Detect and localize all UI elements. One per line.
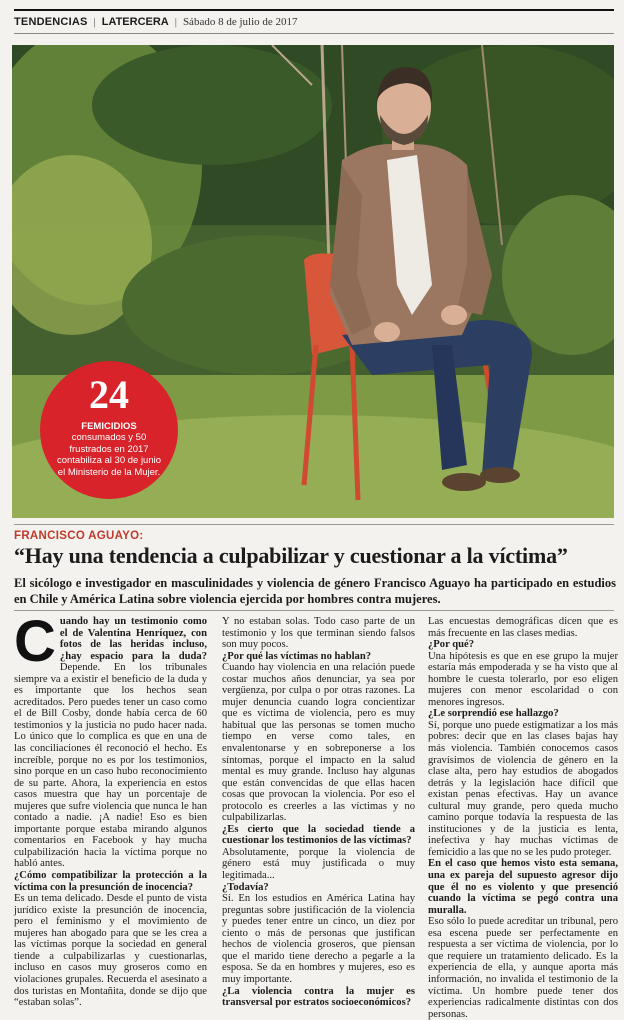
header-separator: | [93,16,96,28]
article-column-2 [222,616,415,1009]
interview-question: ¿Cómo compatibilizar la protección a la víctima con la presunción de inocencia? [14,870,207,893]
interview-answer: Una hipótesis es que en ese grupo la mujer estaría más empoderada y se ha visto que al hombre le cuesta tolerarlo, por eso eligen mujeres con menor escolaridad o con menores ingresos. [428,650,618,708]
stat-description: consumados y 50 frustrados en 2017 contabiliza al 30 de junio el Ministerio de la Mujer. [56,432,162,478]
stat-keyword: FEMICIDIOS [81,421,137,432]
interview-answer: Eso sólo lo puede acreditar un tribunal, pero esa escena puede ser perfectamente en respuesta a ser víctima de violencia, por lo que requiere un tratamiento delicado. Es la experiencia de ella, y aunque aporta más información, no invalida el testimonio de la víctima. Un hombre puede tener dos experiencias radicalmente distintas con dos personas. [428,916,618,1020]
interview-question: ¿Por qué las víctimas no hablan? [222,650,372,662]
issue-date: Sábado 8 de julio de 2017 [182,16,298,28]
kicker: FRANCISCO AGUAYO: [14,530,144,542]
stat-number: 24 [89,372,129,417]
section-label: TENDENCIAS [14,16,88,28]
interview-answer: Las encuestas demográficas dicen que es más frecuente en las clases medias. [428,616,618,639]
page-header [14,9,614,34]
interview-answer: Absolutamente, porque la violencia de género está muy justificada o muy legitimada... [222,846,415,882]
interview-answer: Depende. En los tribunales siempre va a existir el beneficio de la duda y es importante que los hechos sean acreditados. Pero puedes tener un caso como el de Bill Cosby, donde había cerca de 60 testimonios y la justicia no pudo hacer nada. Lo único que lo complica es que en una de las conciliaciones él reconoció el hecho. Es increíble, porque no es por los testimonios, sino porque en un caso hubo reconocimiento de su parte. Ahora, la experiencia en estos casos muestra que hay un porcentaje de mujeres que sufre violencia que nunca le han contado a nadie. ¡A nadie! Eso es bien importante porque estaba mirando algunos comentarios en Facebook y hay mucha culpabilización hacia la víctima porque no habló antes. [14,662,207,870]
interview-question: ¿Todavía? [222,881,269,893]
interview-question: ¿Por qué? [428,639,475,651]
interview-answer: Sí, porque uno puede estigmatizar a los más pobres: decir que en las clases bajas hay más violencia. También conocemos casos gravísimos de violencia de género en la clase alta, pero hay estudios de abogados detrás y la legislación hace difícil que existan penas efectivas. Hay un avance cultural muy grande, pero queda mucho camino porque todavía la respuesta de las instituciones y de la justicia es lenta, inefectiva y hay muchas víctimas de femicidio a las que no se les pudo proteger. [428,719,618,858]
interview-question: ¿Le sorprendió ese hallazgo? [428,708,559,720]
headline: “Hay una tendencia a culpabilizar y cuestionar a la víctima” [14,543,568,568]
interview-question: ¿Es cierto que la sociedad tiende a cuestionar los testimonios de las víctimas? [222,823,415,847]
article-column-1 [14,609,207,1009]
publication-name: LATERCERA [101,16,169,28]
interview-answer: Cuando hay violencia en una relación puede costar muchos años denunciar, ya sea por vergüenza, por culpa o por otras razones. La mujer denuncia cuando logra concientizar que es víctima de violencia, pero es muy habitual que las personas se tomen mucho tiempo en verse como tales, en envalentonarse y en sobreponerse a los síntomas, porque el impacto en la salud mental es muy grande. Incluso hay algunas que están convencidas de que ellas hacen cosas que provocan la violencia. Por eso el protocolo es creerles a las víctimas y no culpabilizarlas. [222,662,415,824]
interview-answer: Sí. En los estudios en América Latina hay preguntas sobre justificación de la violencia y puedes tener entre un cinco, un diez por ciento o más de personas que justifican hechos de violencia groseros, que piensan que el marido tiene derecho a pegarle a la esposa. Se da en hombres y mujeres, eso es muy importante. [222,893,415,985]
divider [14,524,614,525]
interview-question: ¿La violencia contra la mujer es transversal por estratos socioeconómicos? [222,985,415,1009]
drop-cap: C [14,609,56,674]
header-separator: | [174,16,177,28]
femicide-stat-badge [40,361,178,499]
divider [14,610,614,611]
interview-answer: Y no estaban solas. Todo caso parte de un testimonio y los que terminan siendo falsos son muy pocos. [222,616,415,651]
interview-question: En el caso que hemos visto esta semana, una ex pareja del supuesto agresor dijo que él no es violento y que presenció cuando la víctima se pegó contra una muralla. [428,858,618,916]
article-column-3 [428,616,618,1020]
lede: El sicólogo e investigador en masculinidades y violencia de género Francisco Aguayo ha participado en estudios en Chile y América Latina sobre violencia ejercida por hombres contra mujeres. [14,576,616,606]
interview-question: uando hay un testimonio como el de Valentina Henríquez, con fotos de las heridas incluso, ¿hay espacio para la duda? [59,616,207,662]
interview-answer: Es un tema delicado. Desde el punto de vista jurídico existe la presunción de inocencia, pero el feminismo y el movimiento de mujeres han abogado para que se les crea a las víctimas porque la sociedad en general tiende a culpabilizarlas y cuestionarlas, incluso en casos muy groseros como en violaciones grupales. Recuerda el asesinato a dos turistas en Montañita, donde se dijo que “estaban solas”. [14,893,207,1009]
